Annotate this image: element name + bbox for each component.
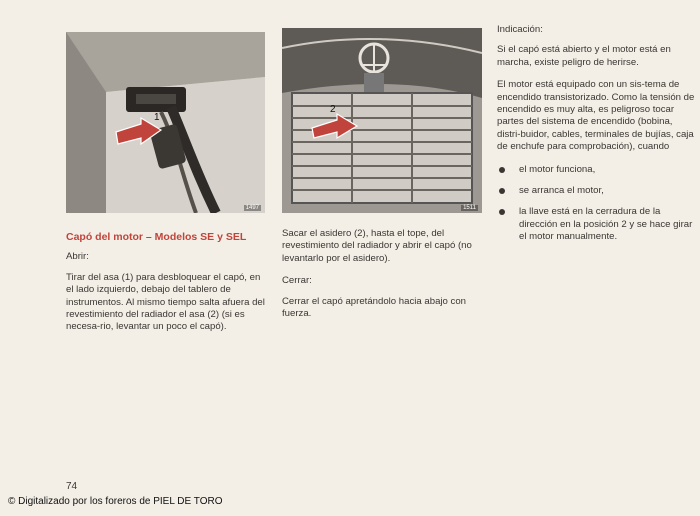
list-item: se arranca el motor, <box>497 185 695 197</box>
page-number: 74 <box>66 481 78 492</box>
hood-release-handle-photo <box>66 32 265 213</box>
figure-number: 1497 <box>245 205 259 211</box>
list-item: la llave está en la cerradura de la dirección en la posición 2 y se hace girar el motor manualmente. <box>497 206 695 243</box>
callout-2-label: 2 <box>330 104 336 115</box>
section-heading: Capó del motor – Modelos SE y SEL <box>66 231 247 243</box>
radiator-grille-photo <box>282 28 482 213</box>
open-instructions: Tirar del asa (1) para desbloquear el capó, en el lado izquierdo, debajo del tablero de instrumentos. Al mismo tiempo salta afuera del revestimiento del radiador el asa (2) (si es necesa-rio, levantar un poco el capó). <box>66 271 265 333</box>
warning-list <box>497 164 695 244</box>
radiator-grille-illustration <box>282 28 482 213</box>
column-hood-open <box>66 231 266 344</box>
list-item: el motor funciona, <box>497 164 695 176</box>
callout-1-label: 1 <box>154 112 160 123</box>
pull-instructions: Sacar el asidero (2), hasta el tope, del revestimiento del radiador y abrir el capó (no levantarlo por el asidero). <box>282 228 472 264</box>
note-paragraph-2: El motor está equipado con un sis-tema de encendido transistorizado. Como la tensión de encendido es muy alta, es peligroso tocar partes del sistema de encendido (bobina, distri-buidor, cables, terminales de bujías, caja de enchufe para comprobación), cuando <box>497 79 695 153</box>
column-warning <box>497 24 695 253</box>
note-paragraph-1: Si el capó está abierto y el motor está en marcha, existe peligro de herirse. <box>497 44 671 68</box>
footer-credit: © Digitalizado por los foreros de PIEL DE TORO <box>8 496 223 507</box>
figure-number: 1511 <box>463 205 476 211</box>
open-label: Abrir: <box>66 251 89 263</box>
note-label: Indicación: <box>497 24 543 35</box>
close-instructions: Cerrar el capó apretándolo hacia abajo con fuerza. <box>282 295 467 320</box>
column-hood-pull-close <box>282 228 482 330</box>
hood-release-illustration <box>66 32 265 213</box>
close-label: Cerrar: <box>282 275 312 287</box>
